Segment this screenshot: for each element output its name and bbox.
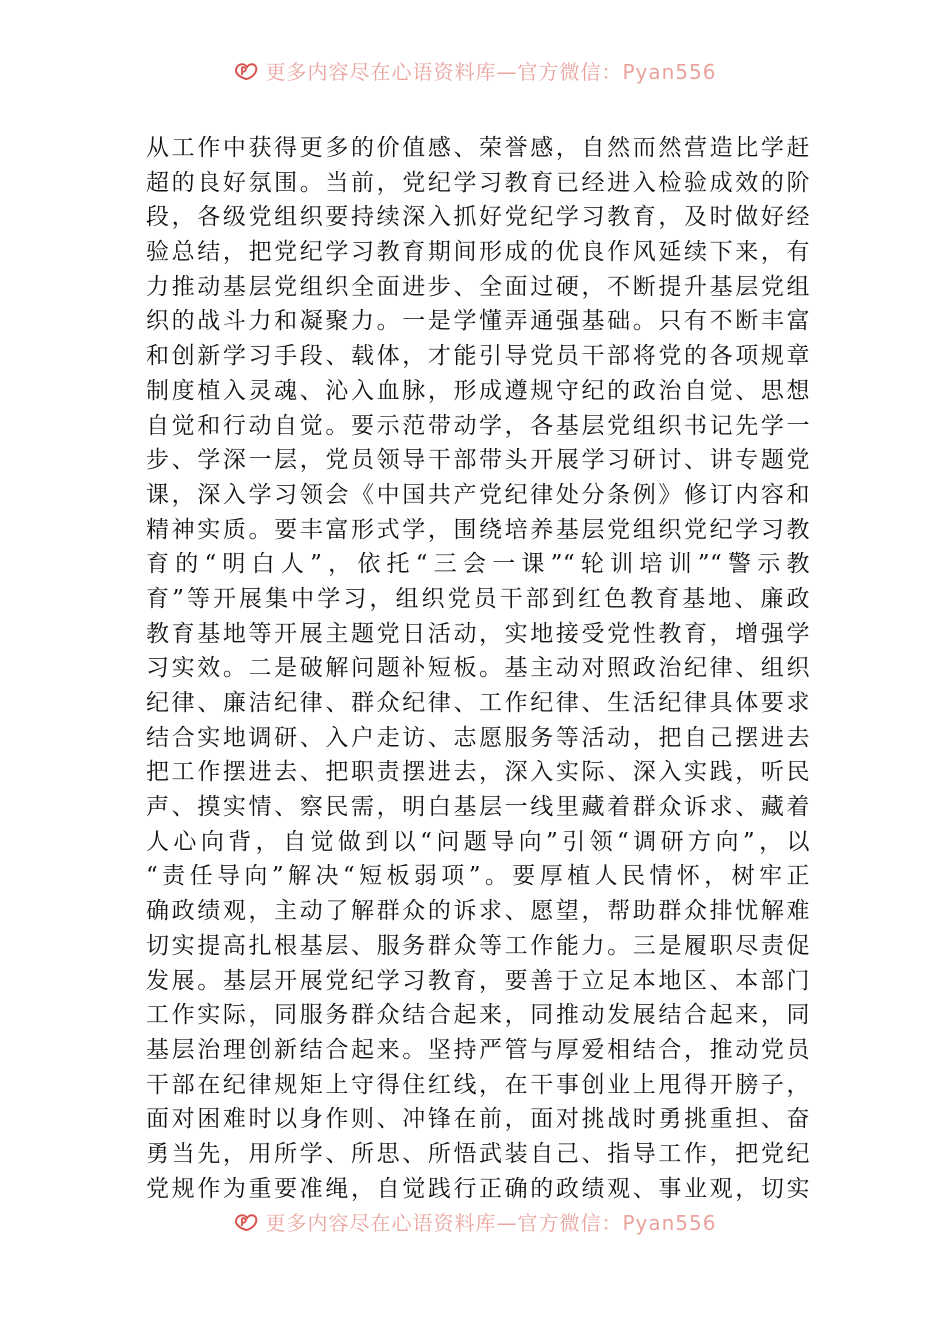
text-line: 勇当先，用所学、所思、所悟武装自己、指导工作，把党纪 [146,1140,810,1167]
text-line: “责任导向”解决“短板弱项”。要厚植人民情怀，树牢正 [146,863,810,890]
watermark-logo-icon [233,1210,259,1232]
text-line: 制度植入灵魂、沁入血脉，形成遵规守纪的政治自觉、思想 [146,377,810,404]
watermark-text: 更多内容尽在心语资料库—官方微信：Pyan556 [265,1210,717,1235]
text-line: 验总结，把党纪学习教育期间形成的优良作风延续下来，有 [146,239,810,266]
text-line: 人心向背，自觉做到以“问题导向”引领“调研方向”，以 [146,828,810,855]
text-line: 力推动基层党组织全面进步、全面过硬，不断提升基层党组 [146,273,810,300]
text-line: 面对困难时以身作则、冲锋在前，面对挑战时勇挑重担、奋 [146,1106,810,1133]
text-line: 课，深入学习领会《中国共产党纪律处分条例》修订内容和 [146,481,810,508]
text-line: 自觉和行动自觉。要示范带动学，各基层党组织书记先学一 [146,412,810,439]
text-line: 织的战斗力和凝聚力。一是学懂弄通强基础。只有不断丰富 [146,308,810,335]
text-line: 习实效。二是破解问题补短板。基主动对照政治纪律、组织 [146,655,810,682]
text-line: 段，各级党组织要持续深入抓好党纪学习教育，及时做好经 [146,204,810,231]
document-body [146,131,810,1206]
text-line: 发展。基层开展党纪学习教育，要善于立足本地区、本部门 [146,967,810,994]
footer-watermark [0,1206,950,1236]
text-line: 工作实际，同服务群众结合起来，同推动发展结合起来，同 [146,1002,810,1029]
text-line: 超的良好氛围。当前，党纪学习教育已经进入检验成效的阶 [146,169,810,196]
header-watermark [0,55,950,85]
text-line: 育”等开展集中学习，组织党员干部到红色教育基地、廉政 [146,585,810,612]
text-line: 切实提高扎根基层、服务群众等工作能力。三是履职尽责促 [146,932,810,959]
text-line: 纪律、廉洁纪律、群众纪律、工作纪律、生活纪律具体要求 [146,690,810,716]
text-line: 确政绩观，主动了解群众的诉求、愿望，帮助群众排忧解难 [146,898,810,925]
text-line: 声、摸实情、察民需，明白基层一线里藏着群众诉求、藏着 [146,794,810,821]
text-line: 结合实地调研、入户走访、志愿服务等活动，把自己摆进去 [146,724,810,751]
text-line: 基层治理创新结合起来。坚持严管与厚爱相结合，推动党员 [146,1036,810,1063]
watermark-text: 更多内容尽在心语资料库—官方微信：Pyan556 [265,59,717,84]
text-line: 步、学深一层，党员领导干部带头开展学习研讨、讲专题党 [146,447,810,474]
text-line: 把工作摆进去、把职责摆进去，深入实际、深入实践，听民 [146,759,810,786]
text-line: 教育基地等开展主题党日活动，实地接受党性教育，增强学 [146,620,810,647]
text-line: 育的“明白人”，依托“三会一课”“轮训培训”“警示教 [146,551,810,578]
text-line: 精神实质。要丰富形式学，围绕培养基层党组织党纪学习教 [146,516,810,543]
text-line: 和创新学习手段、载体，才能引导党员干部将党的各项规章 [146,343,810,370]
text-line: 干部在纪律规矩上守得住红线，在干事创业上甩得开膀子， [146,1071,810,1098]
text-line: 党规作为重要准绳，自觉践行正确的政绩观、事业观，切实 [146,1175,810,1202]
text-line: 从工作中获得更多的价值感、荣誉感，自然而然营造比学赶 [146,135,810,161]
watermark-logo-icon [233,59,259,81]
